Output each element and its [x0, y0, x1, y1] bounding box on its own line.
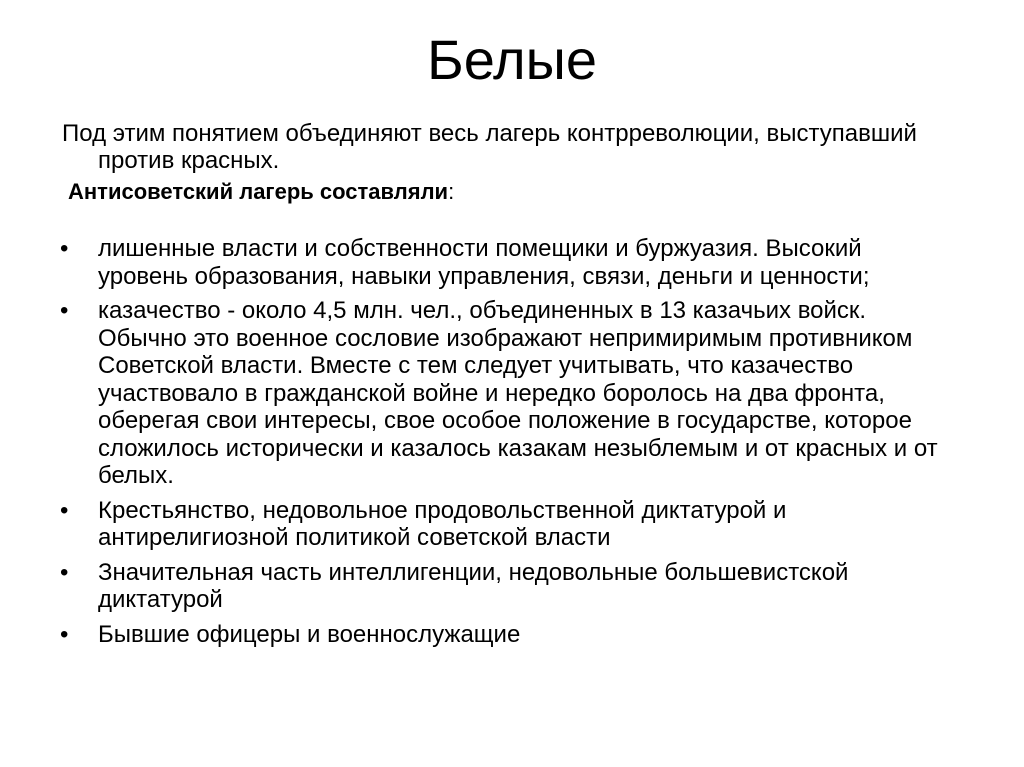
list-item-text: Значительная часть интеллигенции, недовольные большевистской диктатурой [98, 558, 849, 613]
bullet-icon: • [60, 235, 69, 262]
bullet-icon: • [60, 620, 69, 648]
list-item-text: лишенные власти и собственности помещики и буржуазия. Высокий уровень образования, навыки управления, связи, деньги и ценности; [98, 235, 870, 290]
bullet-icon: • [60, 297, 69, 324]
list-item-text: Крестьянство, недовольное продовольственной диктатурой и антирелигиозной политикой советской власти [98, 496, 787, 551]
slide-title: Белые [426, 28, 598, 91]
bullet-list [56, 235, 956, 655]
bullet-icon: • [60, 558, 69, 586]
list-item [56, 497, 956, 552]
bullet-icon: • [60, 496, 69, 524]
subhead-colon: : [448, 179, 455, 204]
list-item [56, 621, 956, 649]
list-item [56, 297, 956, 490]
subhead-bold: Антисоветский лагерь составляли [68, 179, 449, 204]
list-item [56, 235, 956, 290]
list-item [56, 559, 956, 614]
list-item-text: Бывшие офицеры и военнослужащие [98, 620, 521, 648]
subhead [68, 179, 454, 205]
intro-paragraph: Под этим понятием объединяют весь лагерь контрреволюции, выступавший против красных. [62, 120, 917, 174]
list-item-text: казачество - около 4,5 млн. чел., объединенных в 13 казачьих войск. Обычно это военное сословие изображают непримиримым противником Советской власти. Вместе с тем следует учитывать, что казачество участвовало в гражданской войне и нередко боролось на два фронта, оберегая свои интересы, свое особое положение в государстве, которое сложилось исторически и казалось казакам незыблемым и от красных и от белых. [98, 297, 938, 489]
